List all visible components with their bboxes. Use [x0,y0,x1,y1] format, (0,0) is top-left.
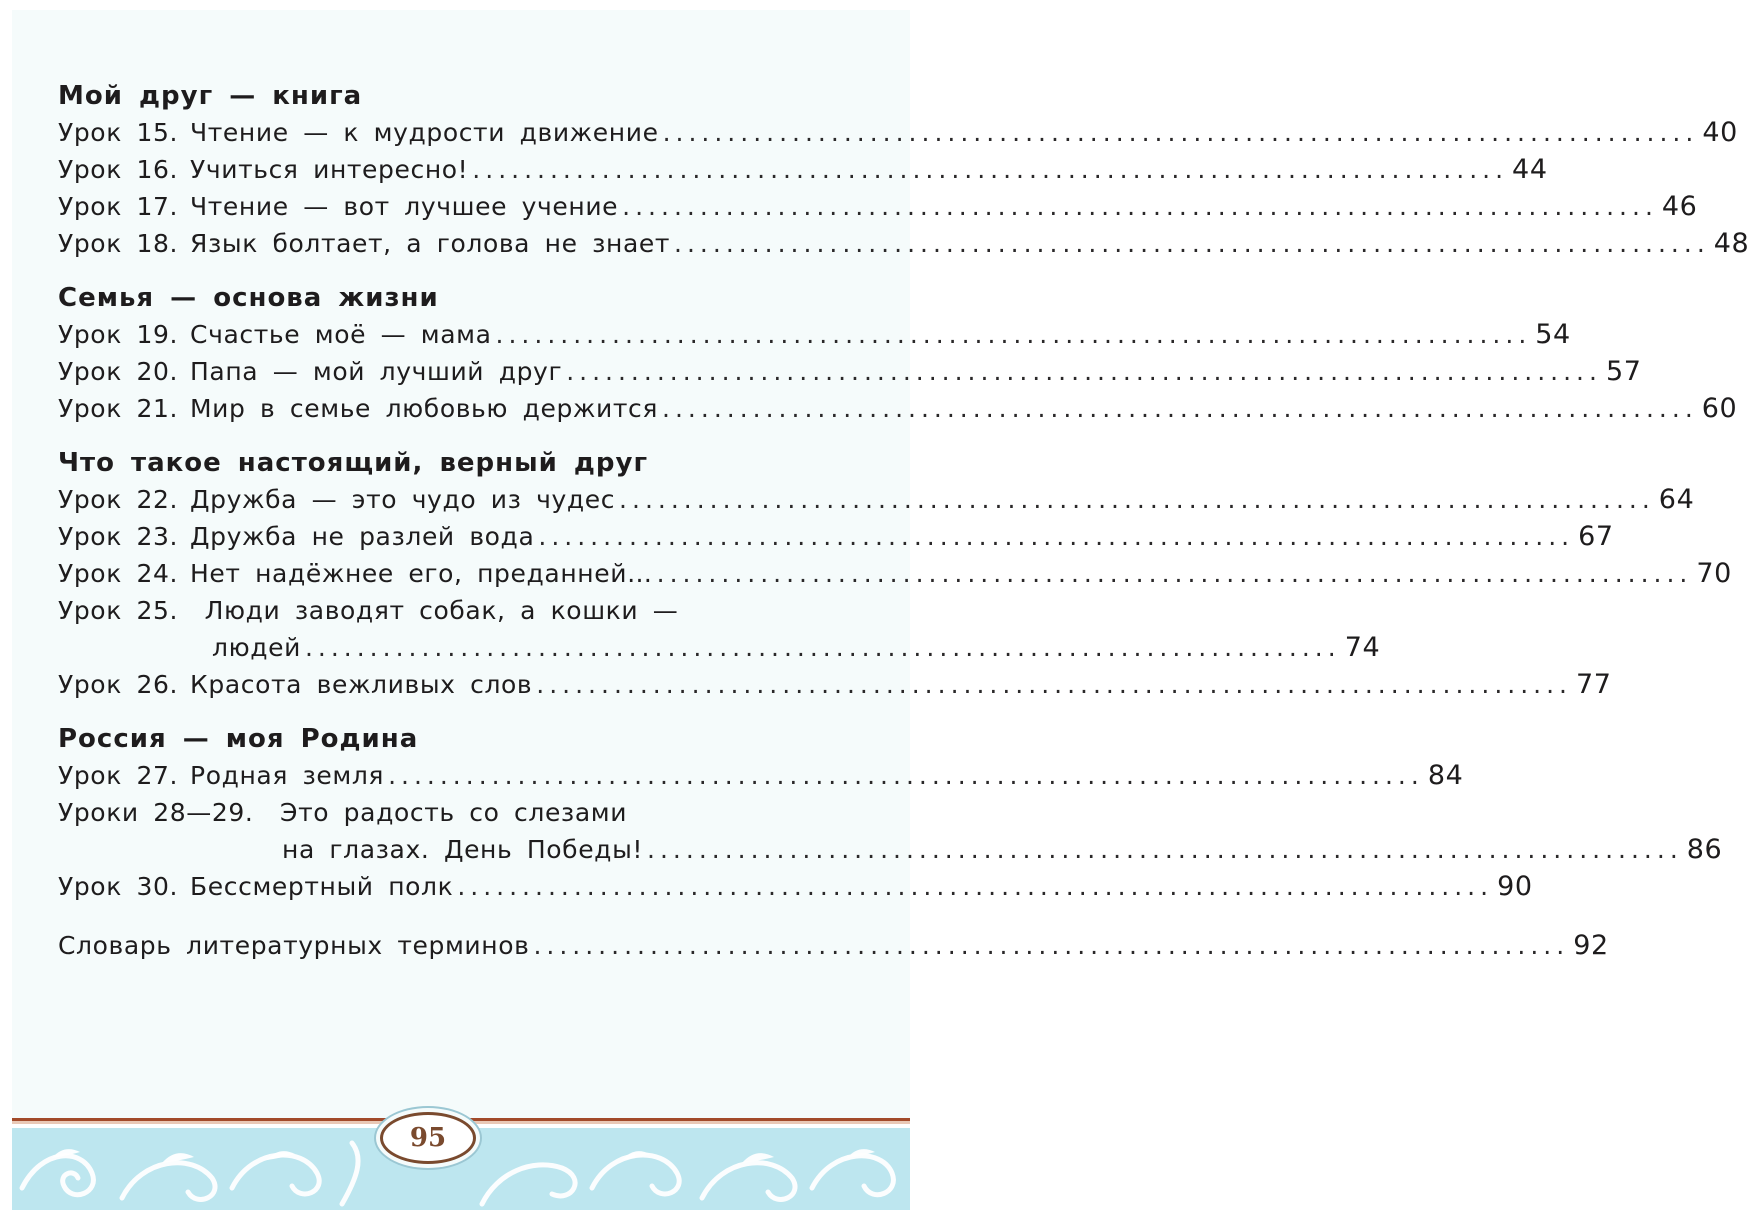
page-number: 74 [1344,632,1381,663]
lesson-label: Урок 21. [58,394,179,423]
dot-leader: ................................................................................ [662,118,1699,147]
dot-leader: ................................................................................ [647,835,1683,864]
lesson-label: Урок 26. [58,670,179,699]
dot-leader: ................................................................................ [619,485,1655,514]
page-number: 70 [1696,558,1732,589]
lesson-title: Счастье моё — мама [190,320,492,349]
lesson-title-continuation: на глазах. День Победы! [282,835,644,864]
dot-leader: ................................................................................ [457,872,1494,901]
page-number: 67 [1578,521,1614,552]
toc-entry [58,188,1698,225]
lesson-title: Чтение — вот лучшее учение [190,192,619,221]
lesson-label: Урок 16. [58,155,179,184]
section-title: Мой друг — книга [58,81,363,111]
dot-leader: ................................................................................ [622,192,1658,221]
page-number: 84 [1427,760,1464,791]
lesson-label: Урок 15. [58,118,179,147]
section-title: Россия — моя Родина [58,724,419,754]
lesson-title: Учиться интересно! [190,155,469,184]
page-number: 46 [1661,191,1698,222]
toc-entry [58,353,1642,390]
page-number: 48 [1713,228,1749,259]
lesson-title: Чтение — к мудрости движение [190,118,659,147]
lesson-title: Папа — мой лучший друг [190,357,563,386]
toc-entry [58,114,1738,151]
toc-entry [58,316,1571,353]
toc-entry [58,481,1695,518]
lesson-title: Нет надёжнее его, преданней… [190,559,653,588]
lesson-title: Язык болтает, а голова не знает [190,229,671,258]
toc-entry-first-line [58,592,842,629]
toc-entry [58,390,1738,427]
page-number: 40 [1702,117,1738,148]
lesson-title-continuation: людей [212,633,301,662]
toc-entry [58,555,1732,592]
lesson-label: Урок 18. [58,229,179,258]
lesson-title: Родная земля [190,761,385,790]
lesson-label: Урок 25. [58,596,179,625]
toc-entry [58,151,1548,188]
dot-leader: ................................................................................ [304,633,1341,662]
book-page [12,10,1749,1210]
dot-leader: ................................................................................ [472,155,1509,184]
lesson-title: Красота вежливых слов [190,670,533,699]
page-number: 57 [1605,356,1642,387]
lesson-label: Урок 19. [58,320,179,349]
dot-leader: ................................................................................ [536,670,1573,699]
toc-entry [58,225,1749,262]
lesson-label: Урок 22. [58,485,179,514]
dot-leader: ................................................................................ [674,229,1710,258]
lesson-title: Люди заводят собак, а кошки — [204,596,679,625]
page-number: 90 [1497,871,1533,902]
lesson-label: Урок 17. [58,192,179,221]
page-number: 60 [1701,393,1738,424]
dot-leader: ................................................................................ [495,320,1532,349]
dot-leader: ................................................................................ [662,394,1698,423]
lesson-title: Бессмертный полк [190,872,454,901]
section-title: Семья — основа жизни [58,283,439,313]
toc-entry [58,666,1612,703]
lesson-label: Урок 20. [58,357,179,386]
toc-entry [58,868,1533,905]
page-number: 92 [1573,930,1609,961]
page-number: 54 [1535,319,1571,350]
section-title: Что такое настоящий, верный друг [58,448,649,478]
lesson-label: Урок 24. [58,559,179,588]
lesson-label: Урок 27. [58,761,179,790]
toc-entry [58,757,1464,794]
toc-entry-continuation [58,629,1381,666]
glossary-entry [58,927,1609,964]
lesson-label: Уроки 28—29. [58,798,254,827]
page-number: 77 [1576,669,1612,700]
lesson-title: Это радость со слезами [280,798,628,827]
toc-entry [58,518,1614,555]
lesson-title: Мир в семье любовью держится [190,394,659,423]
page-number: 86 [1686,834,1723,865]
dot-leader: ................................................................................ [656,559,1693,588]
dot-leader: ................................................................................ [388,761,1424,790]
lesson-label: Урок 23. [58,522,179,551]
lesson-label: Урок 30. [58,872,179,901]
toc-entry-continuation [58,831,1723,868]
table-of-contents [58,68,1749,964]
glossary-title: Словарь литературных терминов [58,931,530,960]
page-number: 64 [1658,484,1695,515]
lesson-title: Дружба не разлей вода [190,522,535,551]
page-number-badge: 95 [380,1112,476,1164]
dot-leader: ................................................................................ [566,357,1602,386]
dot-leader: ................................................................................ [538,522,1575,551]
page-number: 44 [1512,154,1548,185]
dot-leader: ................................................................................ [533,931,1570,960]
toc-entry-first-line [58,794,842,831]
lesson-title: Дружба — это чудо из чудес [190,485,616,514]
